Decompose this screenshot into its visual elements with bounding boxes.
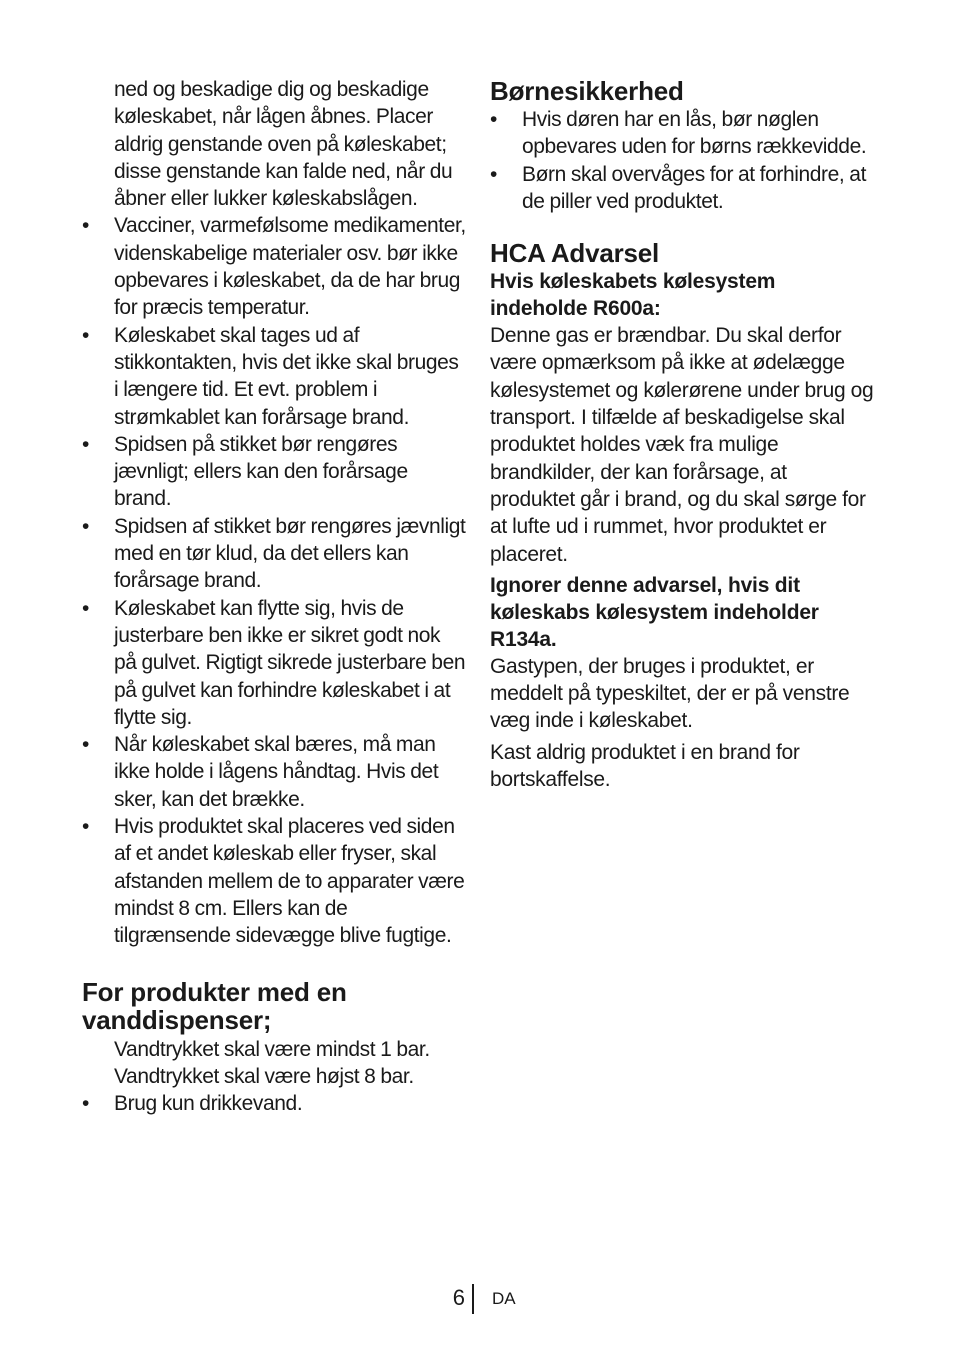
continuation-paragraph: ned og beskadige dig og beskadige køleskabet, når lågen åbnes. Placer aldrig genstande oven på køleskabet; disse genstande kan falde ned, når du åbner eller lukker køleskabslågen.	[114, 78, 453, 211]
list-item-text: Hvis produktet skal placeres ved siden af et andet køleskab eller fryser, skal afstanden mellem de to apparater være mindst 8 cm. Ellers kan de tilgrænsende sidevægge blive fugtige.	[114, 815, 465, 948]
list-item-text: Brug kun drikkevand.	[114, 1092, 303, 1116]
list-item	[82, 813, 466, 949]
list-item	[82, 212, 466, 321]
disposal-paragraph: Kast aldrig produktet i en brand for bortskaffelse.	[490, 740, 800, 792]
language-code: DA	[492, 1289, 516, 1308]
list-item	[490, 161, 874, 216]
page-number: 6	[452, 1285, 465, 1310]
child-safety-bullet-list	[490, 106, 874, 215]
gas-type-paragraph: Gastypen, der bruges i produktet, er meddelt på typeskiltet, der er på venstre væg inde i køleskabet.	[490, 654, 850, 733]
bullet-icon: •	[82, 1092, 89, 1116]
hca-r600a-paragraph: Denne gas er brændbar. Du skal derfor være opmærksom på ikke at ødelægge kølesystemet og kølerørene under brug og transport. I tilfælde af beskadigelse skal produktet holdes væk fra mulige brandkilder, der kan forårsage, at produktet går i brand, og du skal sørge for at lufte ud i rummet, hvor produktet er placeret.	[490, 324, 874, 566]
list-item	[82, 731, 466, 813]
list-item	[82, 595, 466, 731]
bullet-icon: •	[82, 323, 89, 347]
bullet-icon: •	[82, 815, 89, 839]
list-item-text: Børn skal overvåges for at forhindre, at de piller ved produktet.	[522, 162, 866, 213]
left-column	[82, 76, 466, 1117]
water-pressure-min: Vandtrykket skal være mindst 1 bar.	[114, 1037, 430, 1061]
bullet-icon: •	[82, 514, 89, 538]
water-bullet-list	[82, 1090, 466, 1117]
hca-r600a-subheading: Hvis køleskabets kølesystem indeholde R600a:	[490, 270, 776, 321]
list-item-text: Når køleskabet skal bæres, må man ikke holde i lågens håndtag. Hvis det sker, kan det brække.	[114, 733, 439, 811]
list-item	[82, 513, 466, 595]
list-item-text: Køleskabet skal tages ud af stikkontakten, hvis det ikke skal bruges i længere tid. Et evt. problem i strømkablet kan forårsage brand.	[114, 323, 459, 429]
bullet-icon: •	[82, 214, 89, 238]
list-item	[82, 322, 466, 431]
hca-r134a-subheading: Ignorer denne advarsel, hvis dit køleskabs kølesystem indeholder R134a.	[490, 573, 819, 651]
bullet-icon: •	[490, 108, 497, 131]
bullet-icon: •	[82, 432, 89, 456]
list-item	[490, 106, 874, 161]
child-safety-heading: Børnesikkerhed	[490, 76, 684, 106]
hca-warning-heading: HCA Advarsel	[490, 238, 660, 269]
water-dispenser-heading: For produkter med en vanddispenser;	[82, 976, 347, 1035]
bullet-icon: •	[82, 733, 89, 757]
right-column	[490, 76, 874, 793]
page-footer	[0, 1284, 954, 1314]
list-item	[82, 431, 466, 513]
list-item-text: Køleskabet kan flytte sig, hvis de justerbare ben ikke er sikret godt nok på gulvet. Rigtigt sikrede justerbare ben på gulvet kan forhindre køleskabet i at flytte sig.	[114, 596, 466, 729]
water-pressure-max: Vandtrykket skal være højst 8 bar.	[114, 1064, 414, 1088]
list-item-text: Spidsen på stikket bør rengøres jævnligt; ellers kan den forårsage brand.	[114, 432, 408, 511]
bullet-icon: •	[490, 162, 497, 186]
list-item	[82, 1090, 466, 1117]
list-item-text: Vacciner, varmefølsome medikamenter, videnskabelige materialer osv. bør ikke opbevares i køleskabet, da de har brug for præcis temperatur.	[114, 214, 466, 320]
safety-bullet-list	[82, 212, 466, 949]
list-item-text: Hvis døren har en lås, bør nøglen opbevares uden for børns rækkevidde.	[522, 108, 867, 159]
bullet-icon: •	[82, 596, 89, 620]
list-item-text: Spidsen af stikket bør rengøres jævnligt med en tør klud, da det ellers kan forårsage brand.	[114, 514, 466, 593]
footer-divider	[472, 1284, 474, 1314]
